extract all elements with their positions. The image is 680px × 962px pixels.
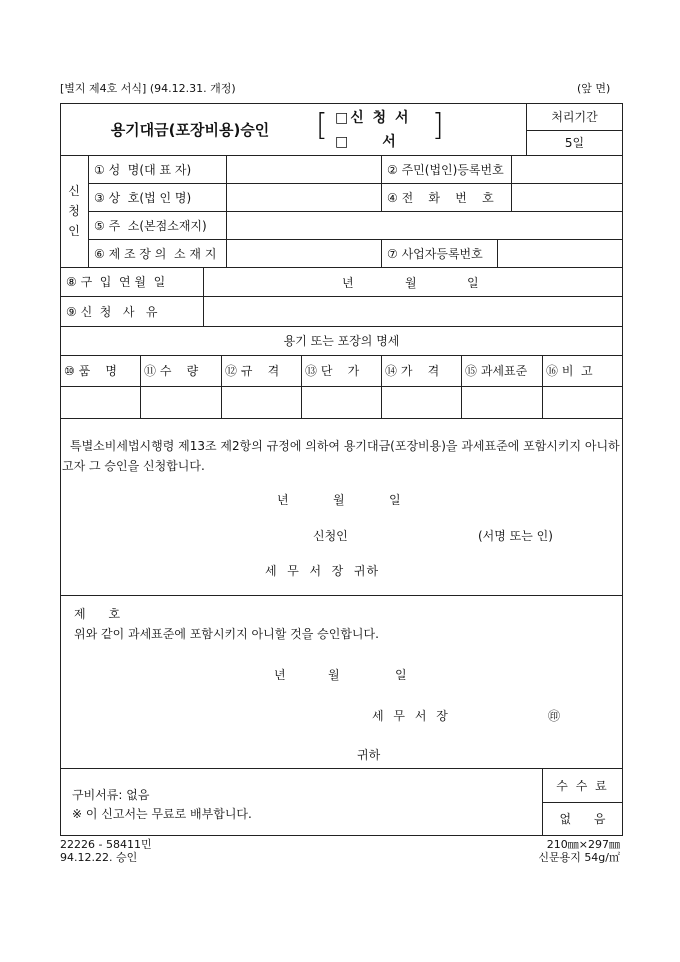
bizno-label: ⑦ 사업자등록번호 xyxy=(387,246,483,261)
spec-cell[interactable] xyxy=(302,387,380,417)
free-distribution-note: ※ 이 신고서는 무료로 배부합니다. xyxy=(72,807,252,821)
declaration-text: 특별소비세법시행령 제13조 제2항의 규정에 의하여 용기대금(포장비용)을 과세표준에 포함시키지 아니하고자 그 승인을 신청합니다. xyxy=(62,439,620,473)
form-number: [별지 제4호 서식] (94.12.31. 개정) xyxy=(60,82,236,95)
column-divider xyxy=(301,355,302,418)
bizno-field[interactable] xyxy=(498,240,622,266)
factory-field[interactable] xyxy=(227,240,380,266)
column-divider xyxy=(381,355,382,418)
decl-month: 월 xyxy=(333,493,345,507)
approval-number: 제 호 xyxy=(74,607,121,621)
tax-office-chief: 세 무 서 장 xyxy=(372,709,451,723)
company-field[interactable] xyxy=(227,184,380,210)
spec-column-header: ⑭ 가 격 xyxy=(385,364,440,378)
paper-type: 신문용지 54g/㎡ xyxy=(538,851,620,864)
name-label: ① 성 명(대 표 자) xyxy=(94,162,192,177)
address-field[interactable] xyxy=(227,212,622,238)
approval-text: 위와 같이 과세표준에 포함시키지 아니할 것을 승인합니다. xyxy=(74,627,379,641)
spec-cell[interactable] xyxy=(61,387,139,417)
reason-field[interactable] xyxy=(204,297,622,325)
paper-size: 210㎜×297㎜ xyxy=(546,838,620,851)
spec-column-header: ⑫ 규 격 xyxy=(225,364,280,378)
address-label: ⑤ 주 소(본점소재지) xyxy=(94,218,207,233)
reason-label: ⑨ 신 청 사 유 xyxy=(66,304,158,319)
purchase-date-label: ⑧ 구 입 연 월 일 xyxy=(66,275,166,289)
spec-cell[interactable] xyxy=(222,387,300,417)
column-divider xyxy=(140,355,141,418)
period-value: 5일 xyxy=(564,136,585,150)
page-side: (앞 면) xyxy=(577,82,611,95)
factory-label: ⑥ 제 조 장 의 소 재 지 xyxy=(94,246,217,261)
phone-field[interactable] xyxy=(512,184,622,210)
bracket-left: [ xyxy=(316,108,328,143)
required-docs: 구비서류: 없음 xyxy=(72,788,150,802)
fee-value: 없 음 xyxy=(559,812,606,826)
rrn-label: ② 주민(법인)등록번호 xyxy=(387,162,504,177)
column-divider xyxy=(221,355,222,418)
approval-day: 일 xyxy=(395,668,407,682)
approval-month: 월 xyxy=(328,668,340,682)
column-divider xyxy=(461,355,462,418)
applicant-label: 신 청 인 xyxy=(68,184,80,238)
form-title: 용기대금(포장비용)승인 xyxy=(110,120,270,139)
rrn-field[interactable] xyxy=(512,156,622,182)
sign-or-seal: (서명 또는 인) xyxy=(478,529,553,543)
column-divider xyxy=(542,355,543,418)
spec-column-header: ⑪ 수 량 xyxy=(144,364,199,378)
spec-cell[interactable] xyxy=(382,387,460,417)
spec-cell[interactable] xyxy=(141,387,220,417)
spec-title: 용기 또는 포장의 명세 xyxy=(283,334,400,348)
fee-label: 수 수 료 xyxy=(556,778,609,793)
decl-year: 년 xyxy=(277,493,289,507)
spec-cell[interactable] xyxy=(462,387,541,417)
name-field[interactable] xyxy=(227,156,380,182)
option-other[interactable]: □ 서 xyxy=(335,134,398,150)
purchase-year: 년 xyxy=(342,276,354,290)
option-application[interactable]: □신 청 서 xyxy=(335,110,411,126)
bracket-right: ] xyxy=(432,108,444,143)
purchase-month: 월 xyxy=(405,276,417,290)
spec-column-header: ⑮ 과세표준 xyxy=(465,364,528,378)
spec-column-header: ⑯ 비 고 xyxy=(546,364,593,378)
approval-date: 94.12.22. 승인 xyxy=(60,851,138,864)
spec-cell[interactable] xyxy=(543,387,622,417)
spec-column-header: ⑩ 품 명 xyxy=(64,364,118,378)
approval-year: 년 xyxy=(274,668,286,682)
tax-office-addressee: 세 무 서 장 귀하 xyxy=(265,564,380,578)
spec-column-header: ⑬ 단 가 xyxy=(305,364,360,378)
purchase-day: 일 xyxy=(467,276,479,290)
print-code: 22226 - 58411민 xyxy=(60,838,152,851)
decl-day: 일 xyxy=(389,493,401,507)
phone-label: ④ 전 화 번 호 xyxy=(387,190,494,205)
seal-mark: ㊞ xyxy=(548,709,561,723)
applicant-sign-label: 신청인 xyxy=(313,529,348,543)
approval-to: 귀하 xyxy=(357,748,381,762)
period-label: 처리기간 xyxy=(551,110,598,124)
company-label: ③ 상 호(법 인 명) xyxy=(94,190,192,205)
